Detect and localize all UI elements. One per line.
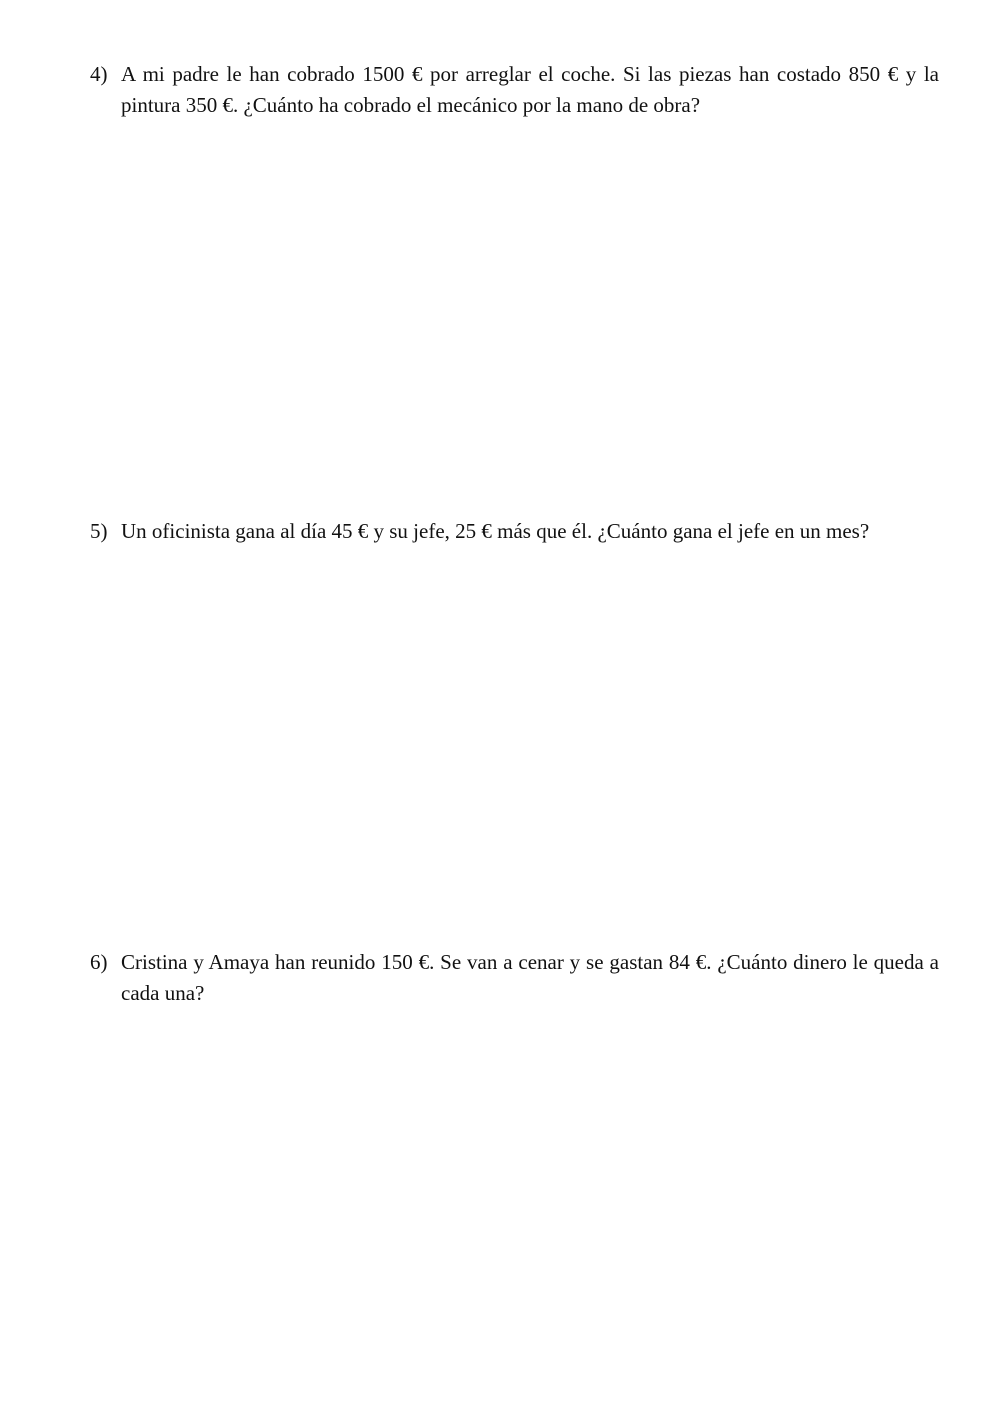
problem-number: 5) <box>90 519 108 543</box>
problem-text: Cristina y Amaya han reunido 150 €. Se van a cenar y se gastan 84 €. ¿Cuánto dinero le queda a cada una? <box>121 950 939 1005</box>
problem-number: 4) <box>90 62 108 86</box>
problem-text: A mi padre le han cobrado 1500 € por arreglar el coche. Si las piezas han costado 850 € y la pintura 350 €. ¿Cuánto ha cobrado el mecánico por la mano de obra? <box>121 62 939 117</box>
problem-4 <box>90 59 939 121</box>
problem-number: 6) <box>90 950 108 974</box>
problem-6 <box>90 947 939 1009</box>
problem-5 <box>90 516 939 547</box>
problem-text: Un oficinista gana al día 45 € y su jefe, 25 € más que él. ¿Cuánto gana el jefe en un mes? <box>121 519 870 543</box>
